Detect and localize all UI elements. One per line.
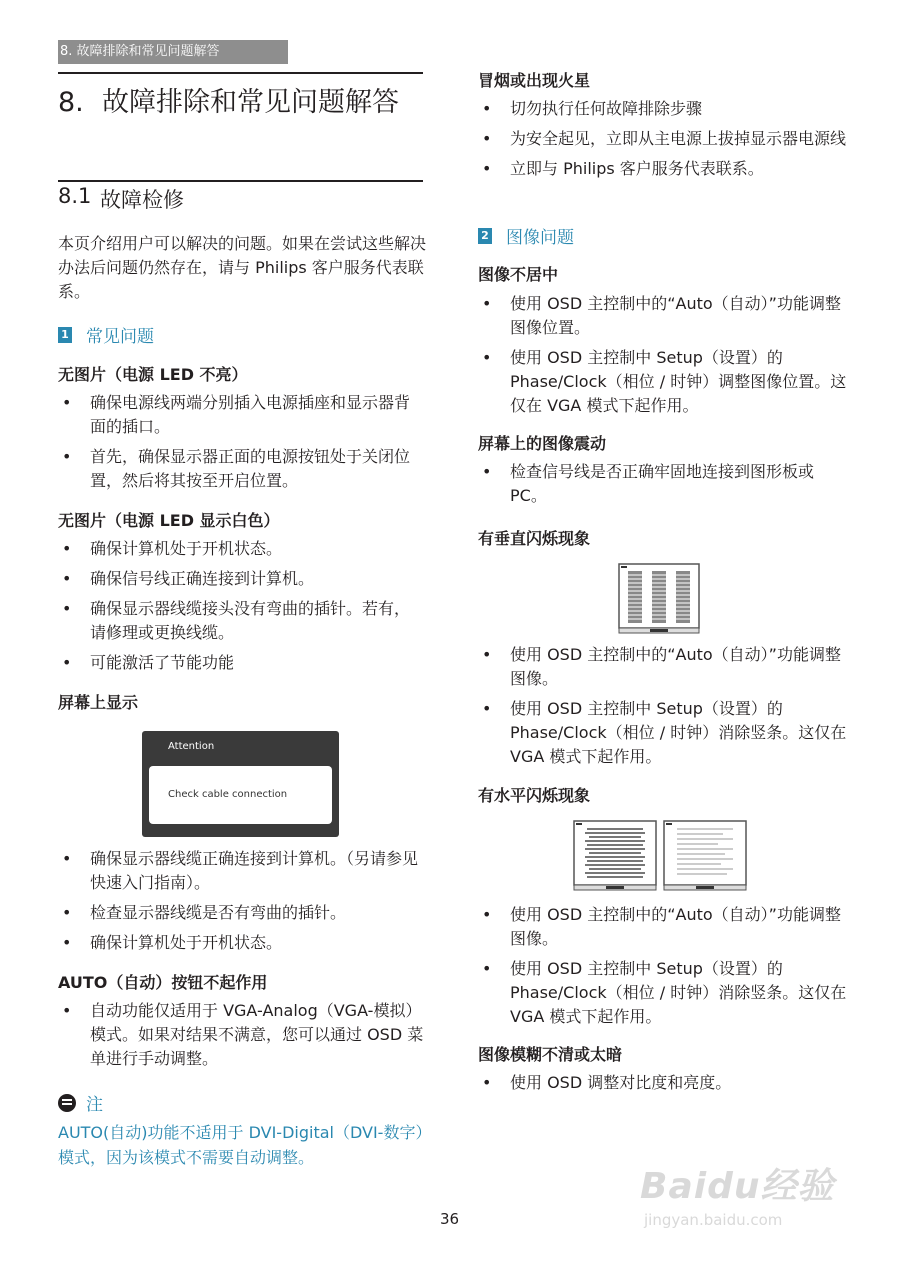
common-problems-heading <box>58 322 154 347</box>
list-item: • 使用 OSD 主控制中的“Auto（自动）”功能调整图像。 <box>478 643 850 691</box>
list-item: • 检查显示器线缆是否有弯曲的插针。 <box>58 901 424 925</box>
running-header: 8. 故障排除和常见问题解答 <box>58 40 288 64</box>
horizontal-flicker-illustration-2 <box>663 820 747 892</box>
badge-1: 1 <box>58 327 72 343</box>
list-item: • 可能激活了节能功能 <box>58 651 424 675</box>
subheading-horizontal-flicker: 有水平闪烁现象 <box>478 786 591 805</box>
list-item: • 使用 OSD 主控制中 Setup（设置）的 Phase/Clock（相位 / 时钟）消除竖条。这仅在 VGA 模式下起作用。 <box>478 957 850 1029</box>
image-problems-title: 图像问题 <box>506 228 574 248</box>
section-number: 8.1 <box>58 184 92 208</box>
note-heading <box>58 1090 103 1115</box>
subheading-vertical-flicker: 有垂直闪烁现象 <box>478 529 591 548</box>
intro-paragraph: 本页介绍用户可以解决的问题。如果在尝试这些解决办法后问题仍然存在，请与 Philips 客户服务代表联系。 <box>58 234 427 301</box>
list-item: • 自动功能仅适用于 VGA-Analog（VGA-模拟）模式。如果对结果不满意，您可以通过 OSD 菜单进行手动调整。 <box>58 999 424 1071</box>
list-item: • 确保计算机处于开机状态。 <box>58 537 424 561</box>
section-title-text: 故障检修 <box>100 188 184 212</box>
list-item: • 确保电源线两端分别插入电源插座和显示器背面的插口。 <box>58 391 424 439</box>
subheading-smoke: 冒烟或出现火星 <box>478 71 591 90</box>
image-problems-heading <box>478 223 574 248</box>
bullet-list <box>478 460 848 514</box>
watermark-logo-text: Baidu经验 <box>640 1166 835 1207</box>
list-item: • 确保显示器线缆接头没有弯曲的插针。若有，请修理或更换线缆。 <box>58 597 424 645</box>
divider <box>58 180 423 182</box>
list-item: • 切勿执行任何故障排除步骤 <box>478 97 848 121</box>
osd-title: Attention <box>168 741 215 752</box>
bullet-list <box>58 999 424 1077</box>
bullet-list <box>478 292 850 424</box>
subheading-vibrate: 屏幕上的图像震动 <box>478 434 607 453</box>
bullet-list <box>478 1071 848 1101</box>
list-item: • 为安全起见，立即从主电源上拔掉显示器电源线 <box>478 127 848 151</box>
osd-message: Check cable connection <box>168 789 288 800</box>
bullet-list <box>58 391 424 499</box>
list-item: • 立即与 Philips 客户服务代表联系。 <box>478 157 848 181</box>
list-item: • 使用 OSD 调整对比度和亮度。 <box>478 1071 848 1095</box>
osd-attention-dialog <box>142 731 339 837</box>
chapter-number: 8. <box>58 87 84 118</box>
list-item: • 首先，确保显示器正面的电源按钮处于关闭位置，然后将其按至开启位置。 <box>58 445 424 493</box>
osd-message-box <box>149 766 332 824</box>
note-text: AUTO(自动)功能不适用于 DVI-Digital（DVI-数字）模式，因为该模式不需要自动调整。 <box>58 1123 424 1167</box>
bullet-list <box>58 537 424 681</box>
bullet-list <box>478 903 850 1035</box>
list-item: • 确保计算机处于开机状态。 <box>58 931 424 955</box>
bullet-list <box>478 643 850 775</box>
note-icon <box>58 1094 76 1112</box>
list-item: • 使用 OSD 主控制中的“Auto（自动）”功能调整图像位置。 <box>478 292 850 340</box>
subheading-no-picture-led-off: 无图片（电源 LED 不亮） <box>58 365 248 384</box>
list-item: • 确保显示器线缆正确连接到计算机。（另请参见快速入门指南）。 <box>58 847 424 895</box>
list-item: • 使用 OSD 主控制中 Setup（设置）的 Phase/Clock（相位 / 时钟）调整图像位置。这仅在 VGA 模式下起作用。 <box>478 346 850 418</box>
subheading-not-centered: 图像不居中 <box>478 265 559 284</box>
chapter-title-text: 故障排除和常见问题解答 <box>102 87 399 118</box>
common-problems-title: 常见问题 <box>86 327 154 347</box>
horizontal-flicker-illustration-1 <box>573 820 657 892</box>
list-item: • 使用 OSD 主控制中的“Auto（自动）”功能调整图像。 <box>478 903 850 951</box>
list-item: • 检查信号线是否正确牢固地连接到图形板或 PC。 <box>478 460 848 508</box>
watermark-url: jingyan.baidu.com <box>644 1211 783 1229</box>
subheading-auto-button: AUTO（自动）按钮不起作用 <box>58 973 268 992</box>
vertical-flicker-illustration <box>618 563 700 635</box>
bullet-list <box>478 97 848 187</box>
note-label: 注 <box>86 1095 103 1115</box>
list-item: • 确保信号线正确连接到计算机。 <box>58 567 424 591</box>
list-item: • 使用 OSD 主控制中 Setup（设置）的 Phase/Clock（相位 / 时钟）消除竖条。这仅在 VGA 模式下起作用。 <box>478 697 850 769</box>
subheading-no-picture-led-white: 无图片（电源 LED 显示白色） <box>58 511 280 530</box>
badge-2: 2 <box>478 228 492 244</box>
subheading-screen-shows: 屏幕上显示 <box>58 693 139 712</box>
bullet-list <box>58 847 424 961</box>
baidu-watermark <box>640 1158 834 1229</box>
subheading-blurry: 图像模糊不清或太暗 <box>478 1045 623 1064</box>
section-title <box>58 184 184 214</box>
divider <box>58 72 423 74</box>
chapter-title <box>58 84 423 122</box>
page-number: 36 <box>440 1210 460 1228</box>
